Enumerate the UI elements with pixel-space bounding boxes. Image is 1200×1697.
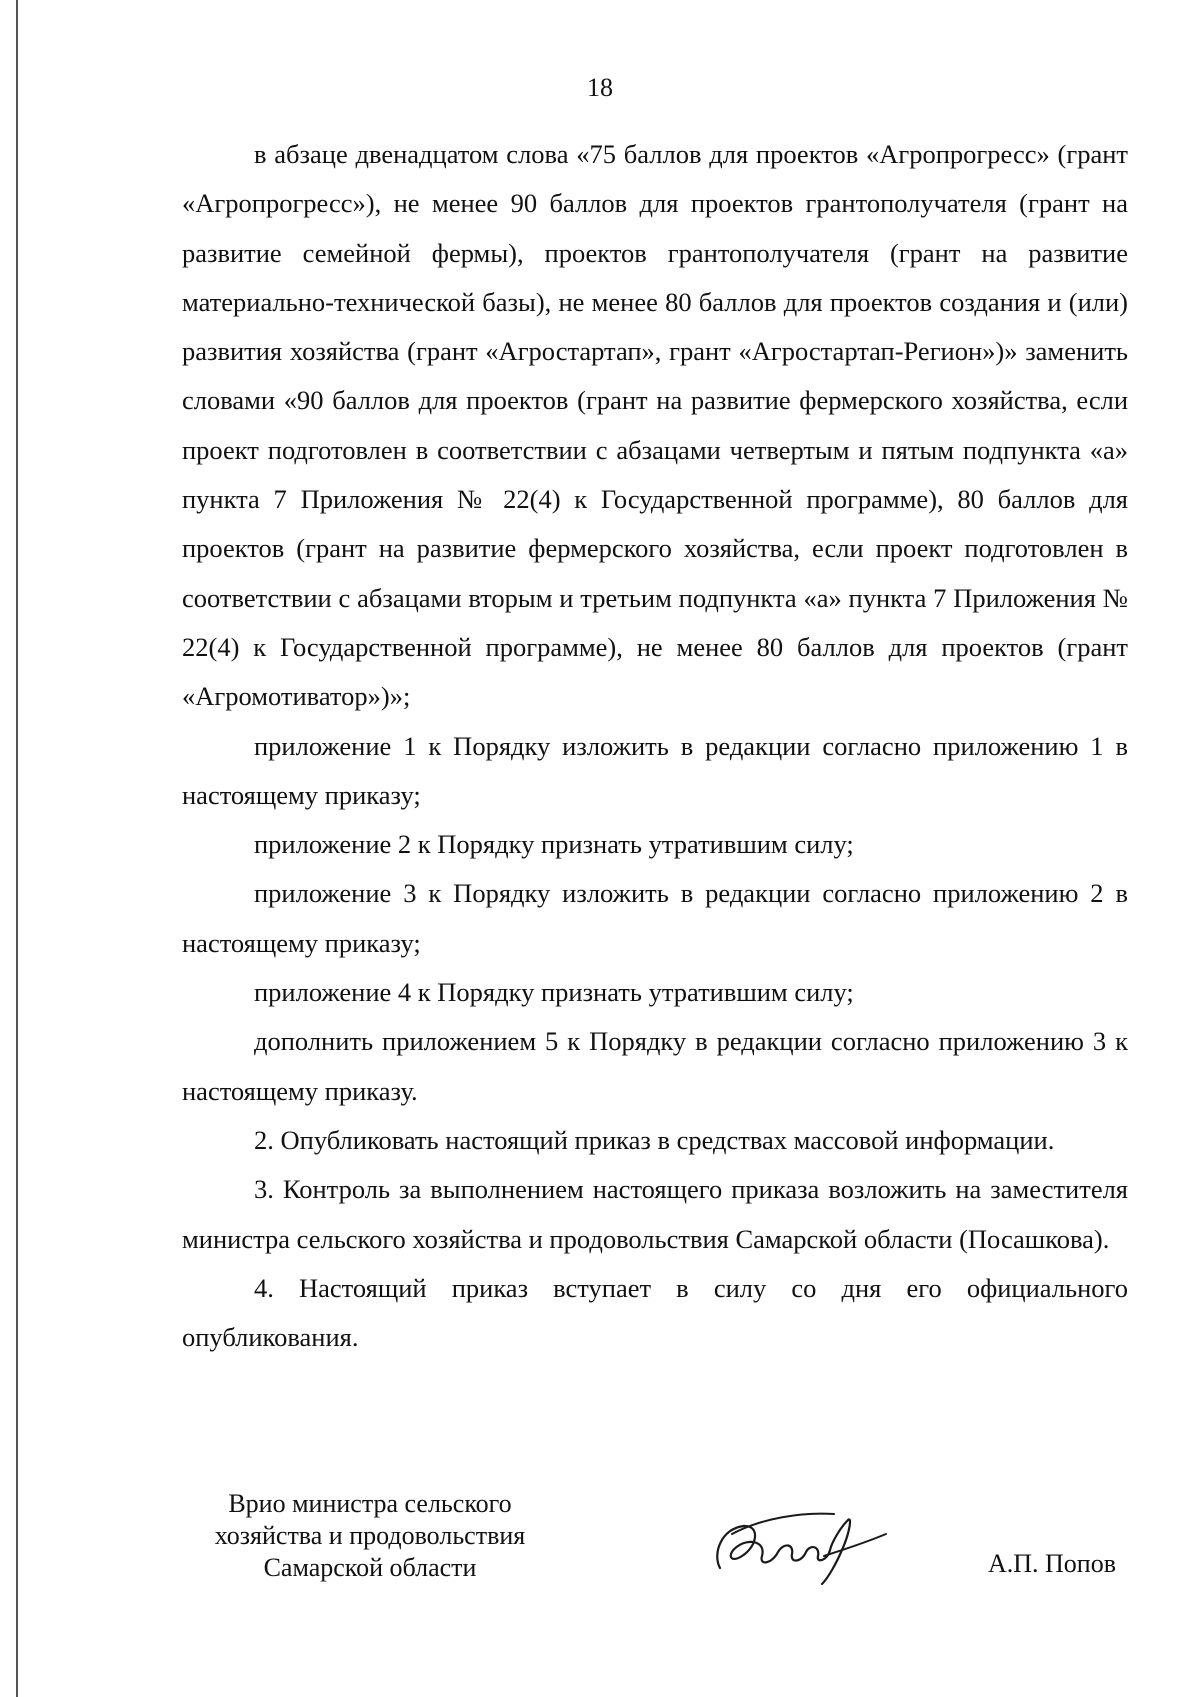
paragraph-control: 3. Контроль за выполнением настоящего приказа возложить на заместителя министра сельского хозяйства и продовольствия Самарской области (Посашкова). [182, 1174, 1128, 1254]
paragraph-appendix-2: приложение 2 к Порядку признать утратившим силу; [254, 829, 854, 860]
paragraph-publish: 2. Опубликовать настоящий приказ в средствах массовой информации. [254, 1124, 1055, 1155]
paragraph-appendix-3: приложение 3 к Порядку изложить в редакции согласно приложению 2 в настоящему приказу; [182, 878, 1128, 958]
signer-position-line: Самарской области [263, 1553, 477, 1582]
paragraph-amendment-points: в абзаце двенадцатом слова «75 баллов для проектов «Агропрогресс» (грант «Агропрогресс»), не менее 90 баллов для проектов грантополучателя (грант на развитие семейной фермы), проектов грантополучателя (грант на развитие материально-технической базы), не менее 80 баллов для проектов создания и (или) развития хозяйства (грант «Агростартап», грант «Агростартап-Регион»)» заменить словами «90 баллов для проектов (грант на развитие фермерского хозяйства, если проект подготовлен в соответствии с абзацами четвертым и пятым подпункта «а» пункта 7 Приложения № 22(4) к Государственной программе), 80 баллов для проектов (грант на развитие фермерского хозяйства, если проект подготовлен в соответствии с абзацами вторым и третьим подпункта «а» пункта 7 Приложения № 22(4) к Государственной программе), не менее 80 баллов для проектов (грант «Агромотиватор»)»; [182, 139, 1128, 712]
signature-block [182, 1488, 1128, 1598]
paragraph-appendix-5: дополнить приложением 5 к Порядку в редакции согласно приложению 3 к настоящему приказу. [182, 1026, 1128, 1106]
page-number: 18 [587, 73, 613, 102]
signer-name: А.П. Попов [987, 1549, 1116, 1578]
page-edge-line [16, 0, 18, 1697]
document-body [182, 130, 1128, 1362]
paragraph-appendix-4: приложение 4 к Порядку признать утратившим силу; [254, 977, 854, 1008]
handwritten-signature [702, 1498, 892, 1588]
signer-position [190, 1488, 550, 1584]
signer-position-line: хозяйства и продовольствия [214, 1521, 526, 1550]
signer-position-line: Врио министра сельского [228, 1489, 512, 1518]
paragraph-appendix-1: приложение 1 к Порядку изложить в редакции согласно приложению 1 в настоящему приказу; [182, 730, 1128, 810]
paragraph-effective: 4. Настоящий приказ вступает в силу со дня его официального опубликования. [182, 1272, 1128, 1353]
